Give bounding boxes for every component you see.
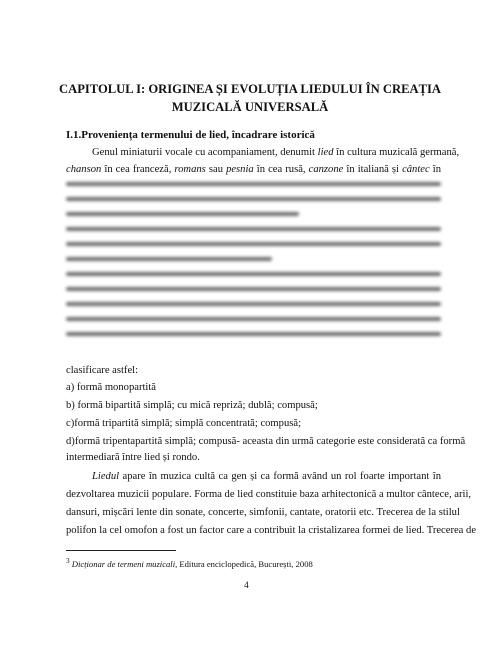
term-cantec: cântec	[402, 164, 430, 175]
list-item-continuation: intermediară între lied și rondo.	[66, 452, 200, 463]
intro-text: Genul miniaturii vocale cu acompaniament, denumit	[92, 147, 318, 158]
chapter-title-line-1: CAPITOLUL I: ORIGINEA ȘI EVOLUȚIA LIEDULUI ÎN CREAȚIA	[59, 82, 441, 96]
footnote-divider	[66, 550, 176, 551]
intro-text: în italiană și	[343, 164, 403, 175]
intro-text: în cea franceză,	[101, 164, 175, 175]
paragraph-text: apare în muzica cultă ca gen și ca formă având un rol foarte important în	[119, 471, 441, 482]
blurred-line	[66, 227, 441, 231]
intro-line-1	[66, 146, 460, 160]
section-heading: I.1.Proveniența termenului de lied, încadrare istorică	[66, 129, 315, 141]
intro-text: în cea rusă,	[253, 164, 309, 175]
intro-text: în cultura muzicală germană,	[333, 147, 460, 158]
chapter-title	[40, 80, 460, 116]
paragraph-line: dezvoltarea muzicii populare. Forma de lied constituie baza arhitectonică a multor cântece, arii,	[66, 489, 472, 500]
intro-text: sau	[205, 164, 227, 175]
blurred-line	[66, 272, 441, 276]
list-item: b) formă bipartită simplă; cu mică repriză; dublă; compusă;	[66, 400, 318, 411]
list-item: a) formă monopartită	[66, 382, 157, 393]
blurred-line	[66, 317, 441, 321]
blurred-text-region	[66, 182, 441, 347]
chapter-title-line-2: MUZICALĂ UNIVERSALĂ	[171, 100, 329, 114]
list-item: d)formă tripentapartită simplă; compusă- aceasta din urmă categorie este considerată ca formă	[66, 436, 466, 447]
footnote-mark: 3	[66, 557, 70, 565]
blurred-line	[66, 182, 441, 186]
term-romans: romans	[174, 164, 206, 175]
paragraph-line: polifon la cel omofon a fost un factor care a contribuit la cristalizarea formei de lied. Trecerea de	[66, 525, 477, 536]
page-number: 4	[244, 581, 249, 591]
term-lied: lied	[317, 147, 334, 158]
blurred-line	[66, 287, 441, 291]
term-pesnia: pesnia	[226, 164, 254, 175]
footnote	[66, 557, 313, 569]
list-item: c)formă tripartită simplă; simplă concentrată; compusă;	[66, 418, 302, 429]
paragraph-line: dansuri, mișcări lente din sonate, concerte, simfonii, cantate, oratorii etc. Trecerea de la stilul	[66, 507, 460, 518]
blurred-line	[66, 302, 441, 306]
intro-line-2	[66, 163, 441, 177]
term-chanson: chanson	[66, 164, 102, 175]
blurred-line	[66, 212, 299, 216]
paragraph-line	[66, 470, 441, 484]
term-liedul: Liedul	[92, 471, 120, 482]
list-intro: clasificare astfel:	[66, 365, 139, 376]
blurred-line	[66, 242, 441, 246]
blurred-line	[66, 257, 272, 261]
blurred-line	[66, 332, 441, 336]
footnote-text: , Editura enciclopedică, București, 2008	[175, 558, 313, 569]
blurred-line	[66, 197, 441, 201]
intro-text: în	[429, 164, 442, 175]
footnote-title: Dicționar de termeni muzicali	[71, 558, 176, 569]
term-canzone: canzone	[308, 164, 344, 175]
